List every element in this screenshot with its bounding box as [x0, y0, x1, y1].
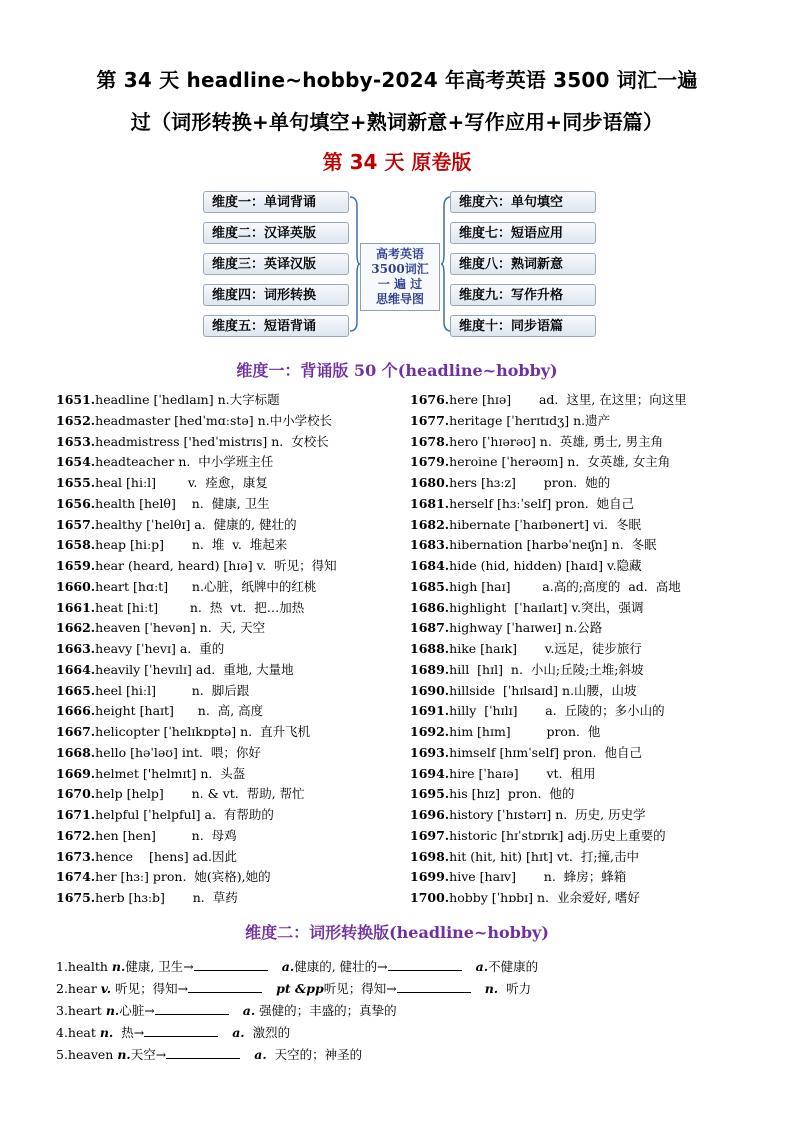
- entry-number: 1694.: [410, 765, 450, 781]
- entry-text: history [ˈhɪstərɪ] n. 历史, 历史学: [449, 807, 646, 822]
- entry-number: 1680.: [410, 475, 450, 490]
- entry-number: 1692.: [410, 724, 450, 739]
- entry-number: 1686.: [410, 599, 450, 615]
- vocab-entry: [56, 618, 337, 639]
- entry-text: helpful [ˈhelpful] a. 有帮助的: [95, 807, 274, 822]
- vocab-entry: [410, 764, 687, 785]
- entry-text: heritage [ˈherɪtɪdʒ] n.遗产: [449, 412, 611, 428]
- vocab-entry: [410, 784, 687, 805]
- answer-blank[interactable]: [388, 958, 462, 971]
- exercise-word: 5.heaven: [56, 1047, 118, 1062]
- exercise-word: 2.hear: [56, 981, 101, 996]
- mind-map-item: 维度二：汉译英版: [203, 222, 349, 244]
- exercise-target-pos-2: a.: [475, 959, 489, 974]
- entry-number: 1676.: [410, 392, 450, 407]
- vocab-entry: [410, 452, 687, 473]
- vocab-entry: [56, 701, 337, 722]
- entry-text: headmaster [hedˈmɑːstə] n.中小学校长: [95, 412, 333, 428]
- entry-number: 1667.: [56, 724, 96, 739]
- mind-map-center-line: 思维导图: [375, 292, 424, 306]
- vocab-entry: [56, 681, 337, 702]
- exercise-pos: n.: [99, 1025, 114, 1040]
- entry-text: hive [haɪv] n. 蜂房；蜂箱: [449, 869, 627, 885]
- entry-number: 1662.: [56, 620, 96, 636]
- answer-blank[interactable]: [194, 958, 268, 971]
- vocab-entry: [56, 722, 337, 743]
- entry-text: heel [hiːl] n. 脚后跟: [95, 682, 250, 698]
- exercise-meaning: 天空→: [130, 1047, 167, 1062]
- vocab-entry: [56, 577, 337, 598]
- entry-text: height [haɪt] n. 高, 高度: [95, 703, 264, 719]
- exercise-meaning: 健康, 卫生→: [125, 959, 194, 974]
- entry-text: high [haɪ] a.高的;高度的 ad. 高地: [449, 578, 681, 594]
- vocab-entry: [56, 805, 337, 826]
- entry-number: 1661.: [56, 599, 96, 615]
- entry-text: heart [hɑːt] n.心脏，纸牌中的红桃: [95, 578, 317, 594]
- entry-text: highway [ˈhaɪweɪ] n.公路: [449, 620, 603, 636]
- entry-number: 1664.: [56, 661, 96, 677]
- mind-map-item: 维度一：单词背诵: [203, 191, 349, 213]
- exercise-pos: v.: [100, 981, 112, 996]
- entry-text: heat [hiːt] n. 热 vt. 把…加热: [95, 599, 305, 615]
- vocab-entry: [410, 556, 687, 577]
- entry-number: 1677.: [410, 412, 450, 428]
- entry-number: 1697.: [410, 827, 450, 843]
- vocab-entry: [410, 515, 687, 536]
- vocab-entry: [410, 867, 687, 888]
- entry-number: 1699.: [410, 869, 450, 885]
- document-subtitle: 第 34 天 原卷版: [322, 150, 472, 174]
- exercise-target-meaning: 激烈的: [244, 1025, 291, 1040]
- entry-number: 1700.: [410, 890, 450, 905]
- vocab-entry: [56, 784, 337, 805]
- entry-number: 1656.: [56, 495, 96, 511]
- vocab-entry: [410, 681, 687, 702]
- vocab-entry: [56, 535, 337, 556]
- exercise-meaning: 听见；得知→: [111, 981, 189, 996]
- answer-blank[interactable]: [144, 1024, 218, 1037]
- vocab-entry: [56, 556, 337, 577]
- exercise-target-meaning-2: 不健康的: [488, 959, 539, 974]
- vocab-entry: [56, 432, 337, 453]
- entry-text: health [helθ] n. 健康, 卫生: [95, 495, 270, 511]
- vocab-entry: [410, 577, 687, 598]
- exercise-word: 3.heart: [56, 1003, 106, 1018]
- vocab-entry: [56, 494, 337, 515]
- mind-map-center: [360, 243, 440, 311]
- entry-number: 1674.: [56, 869, 96, 885]
- mind-map-item: 维度七：短语应用: [450, 222, 596, 244]
- exercise-item: [56, 1000, 538, 1022]
- entry-number: 1659.: [56, 558, 96, 573]
- vocab-entry: [56, 473, 337, 494]
- entry-number: 1693.: [410, 744, 450, 760]
- entry-text: hers [hɜːz] pron. 她的: [449, 475, 611, 490]
- exercise-pos: n.: [111, 959, 126, 974]
- vocab-entry: [410, 722, 687, 743]
- document-title-line-1: 第 34 天 headline~hobby-2024 年高考英语 3500 词汇一遍: [96, 68, 698, 92]
- exercise-meaning: 心脏→: [119, 1003, 155, 1018]
- exercise-pos: n.: [105, 1003, 120, 1018]
- entry-text: hear (heard, heard) [hɪə] v. 听见；得知: [95, 558, 337, 573]
- vocab-entry: [410, 618, 687, 639]
- exercise-item: [56, 1044, 538, 1066]
- vocab-entry: [56, 390, 337, 411]
- entry-number: 1682.: [410, 516, 450, 532]
- vocab-entry: [56, 598, 337, 619]
- entry-number: 1685.: [410, 578, 450, 594]
- mind-map-item: 维度四：词形转换: [203, 284, 349, 306]
- answer-blank[interactable]: [188, 980, 262, 993]
- entry-text: hence [hens] ad.因此: [95, 848, 238, 864]
- vocab-entry: [410, 473, 687, 494]
- vocab-entry: [410, 639, 687, 660]
- mind-map: [200, 186, 600, 342]
- answer-blank[interactable]: [166, 1046, 240, 1059]
- entry-text: historic [hɪˈstɒrɪk] adj.历史上重要的: [449, 827, 666, 843]
- vocab-entry: [410, 701, 687, 722]
- mind-map-center-line: 3500词汇: [371, 262, 429, 276]
- entry-number: 1666.: [56, 703, 96, 719]
- mind-map-item: 维度十：同步语篇: [450, 315, 596, 337]
- exercise-target-pos: a.: [232, 1025, 245, 1040]
- vocab-entry: [410, 535, 687, 556]
- vocab-entry: [56, 452, 337, 473]
- entry-text: heavily [ˈhevɪlɪ] ad. 重地, 大量地: [95, 661, 294, 677]
- entry-number: 1696.: [410, 807, 450, 822]
- vocab-entry: [56, 411, 337, 432]
- vocab-entry: [56, 847, 337, 868]
- mind-map-item: 维度三：英译汉版: [203, 253, 349, 275]
- exercise-target-meaning: 强健的；丰盛的；真挚的: [255, 1003, 397, 1018]
- entry-number: 1653.: [56, 433, 96, 449]
- entry-number: 1681.: [410, 495, 450, 511]
- exercise-target-meaning: 天空的；神圣的: [266, 1047, 363, 1062]
- exercise-word: 1.health: [56, 959, 112, 974]
- vocab-entry: [410, 494, 687, 515]
- entry-number: 1689.: [410, 661, 450, 677]
- entry-number: 1668.: [56, 744, 96, 760]
- entry-text: headmistress ['hedˈmistrɪs] n. 女校长: [95, 433, 329, 449]
- entry-number: 1655.: [56, 475, 96, 490]
- exercise-target-pos: a.: [281, 959, 295, 974]
- entry-number: 1678.: [410, 433, 450, 449]
- entry-text: hibernate [ˈhaɪbənert] vi. 冬眠: [449, 516, 641, 532]
- vocab-entry: [56, 743, 337, 764]
- entry-text: helmet ['helmɪt] n. 头盔: [95, 765, 246, 781]
- mind-map-center-line: 一 遍 过: [377, 277, 423, 291]
- vocab-entry: [56, 888, 337, 909]
- entry-text: hibernation [harbəˈneɪʃn] n. 冬眠: [449, 537, 657, 553]
- vocab-column-left: [56, 390, 337, 909]
- entry-number: 1684.: [410, 558, 450, 573]
- entry-text: hobby [ˈhɒbɪ] n. 业余爱好, 嗜好: [449, 890, 640, 905]
- entry-number: 1687.: [410, 620, 450, 636]
- document-title-line-2: 过（词形转换+单句填空+熟词新意+写作应用+同步语篇）: [130, 110, 664, 134]
- entry-number: 1665.: [56, 682, 96, 698]
- mind-map-item: 维度六：单句填空: [450, 191, 596, 213]
- vocab-entry: [56, 826, 337, 847]
- entry-text: hill [hɪl] n. 小山;丘陵;土堆;斜坡: [449, 661, 644, 677]
- entry-text: hire [ˈhaɪə] vt. 租用: [449, 765, 596, 781]
- entry-text: hello [həˈləʊ] int. 喂；你好: [95, 744, 261, 760]
- entry-text: highlight [ˈhaɪlaɪt] v.突出，强调: [449, 599, 644, 615]
- entry-number: 1691.: [410, 703, 450, 719]
- mind-map-item: 维度五：短语背诵: [203, 315, 349, 337]
- entry-number: 1663.: [56, 641, 96, 656]
- exercise-target-meaning: 健康的, 健壮的→: [294, 959, 388, 974]
- entry-number: 1695.: [410, 786, 450, 802]
- entry-number: 1672.: [56, 827, 96, 843]
- entry-number: 1658.: [56, 537, 96, 553]
- entry-number: 1669.: [56, 765, 96, 781]
- entry-number: 1671.: [56, 807, 96, 822]
- entry-number: 1675.: [56, 890, 96, 905]
- entry-text: hilly [ˈhɪlɪ] a. 丘陵的；多小山的: [449, 703, 665, 719]
- entry-text: himself [hɪmˈself] pron. 他自己: [449, 744, 642, 760]
- exercise-target-pos: a.: [254, 1047, 267, 1062]
- exercise-target-meaning: 听见；得知→: [323, 981, 397, 996]
- entry-number: 1698.: [410, 848, 450, 864]
- entry-number: 1673.: [56, 848, 96, 864]
- vocab-entry: [410, 390, 687, 411]
- vocab-entry: [56, 867, 337, 888]
- exercise-word: 4.heat: [56, 1025, 100, 1040]
- vocab-entry: [410, 743, 687, 764]
- vocab-entry: [410, 432, 687, 453]
- entry-number: 1683.: [410, 537, 450, 553]
- entry-text: healthy [ˈhelθɪ] a. 健康的, 健壮的: [95, 516, 297, 532]
- vocab-entry: [410, 411, 687, 432]
- vocab-entry: [410, 826, 687, 847]
- exercise-item: [56, 1022, 538, 1044]
- vocab-entry: [410, 888, 687, 909]
- entry-text: hillside [ˈhɪlsaɪd] n.山腰，山坡: [449, 682, 637, 698]
- entry-text: heap [hiːp] n. 堆 v. 堆起来: [95, 537, 288, 553]
- entry-number: 1660.: [56, 578, 96, 594]
- section-heading-word-forms: 维度二：词形转换版(headline~hobby): [245, 923, 549, 942]
- entry-text: heroine [ˈherəʊɪn] n. 女英雄, 女主角: [449, 454, 671, 470]
- entry-number: 1670.: [56, 786, 96, 802]
- vocab-entry: [56, 515, 337, 536]
- vocab-entry: [56, 764, 337, 785]
- vocab-entry: [410, 660, 687, 681]
- exercise-target-pos-2: n.: [484, 981, 499, 996]
- exercise-target-pos: pt &pp: [276, 981, 324, 996]
- word-form-exercises: [56, 956, 538, 1066]
- mind-map-item: 维度九：写作升格: [450, 284, 596, 306]
- entry-text: heavy [ˈhevɪ] a. 重的: [95, 641, 225, 656]
- answer-blank[interactable]: [155, 1002, 229, 1015]
- vocab-column-right: [410, 390, 687, 909]
- section-heading-recite: 维度一：背诵版 50 个(headline~hobby): [236, 361, 558, 380]
- entry-number: 1651.: [56, 392, 96, 407]
- entry-text: her [hɜː] pron. 她(宾格),她的: [95, 869, 271, 885]
- entry-text: herself [hɜːˈself] pron. 她自己: [449, 495, 635, 511]
- entry-number: 1652.: [56, 412, 96, 428]
- exercise-meaning: 热→: [113, 1025, 145, 1040]
- answer-blank[interactable]: [397, 980, 471, 993]
- entry-text: here [hɪə] ad. 这里, 在这里；向这里: [449, 392, 687, 407]
- exercise-item: [56, 978, 538, 1000]
- entry-text: herb [hɜːb] n. 草药: [95, 890, 238, 905]
- entry-text: headteacher n. 中小学班主任: [95, 454, 274, 470]
- mind-map-center-line: 高考英语: [375, 247, 424, 261]
- entry-number: 1688.: [410, 641, 450, 656]
- exercise-item: [56, 956, 538, 978]
- entry-text: headline [ˈhedlaɪn] n.大字标题: [95, 392, 280, 407]
- entry-text: helicopter [ˈhelɪkɒptə] n. 直升飞机: [95, 724, 311, 739]
- entry-text: hide (hid, hidden) [haɪd] v.隐藏: [449, 558, 642, 573]
- entry-text: help [help] n. & vt. 帮助, 帮忙: [95, 786, 305, 802]
- entry-text: heaven [ˈhevən] n. 天, 天空: [95, 620, 266, 636]
- vocab-entry: [410, 847, 687, 868]
- vocab-entry: [410, 805, 687, 826]
- entry-text: hen [hen] n. 母鸡: [95, 827, 237, 843]
- exercise-target-pos: a.: [242, 1003, 256, 1018]
- entry-text: him [hɪm] pron. 他: [449, 724, 601, 739]
- entry-text: hit (hit, hit) [hɪt] vt. 打;撞,击中: [449, 848, 640, 864]
- vocab-entry: [56, 639, 337, 660]
- exercise-target-meaning-2: 听力: [498, 981, 532, 996]
- exercise-pos: n.: [117, 1047, 131, 1062]
- entry-text: hero [ˈhɪərəʊ] n. 英雄, 勇士, 男主角: [449, 433, 664, 449]
- entry-text: hike [haɪk] v.远足，徒步旅行: [449, 641, 642, 656]
- entry-number: 1690.: [410, 682, 450, 698]
- entry-text: his [hɪz] pron. 他的: [449, 786, 575, 802]
- vocab-entry: [56, 660, 337, 681]
- entry-number: 1654.: [56, 454, 96, 470]
- mind-map-item: 维度八：熟词新意: [450, 253, 596, 275]
- vocab-entry: [410, 598, 687, 619]
- entry-number: 1679.: [410, 454, 450, 470]
- entry-number: 1657.: [56, 516, 96, 532]
- entry-text: heal [hiːl] v. 痊愈，康复: [95, 475, 268, 490]
